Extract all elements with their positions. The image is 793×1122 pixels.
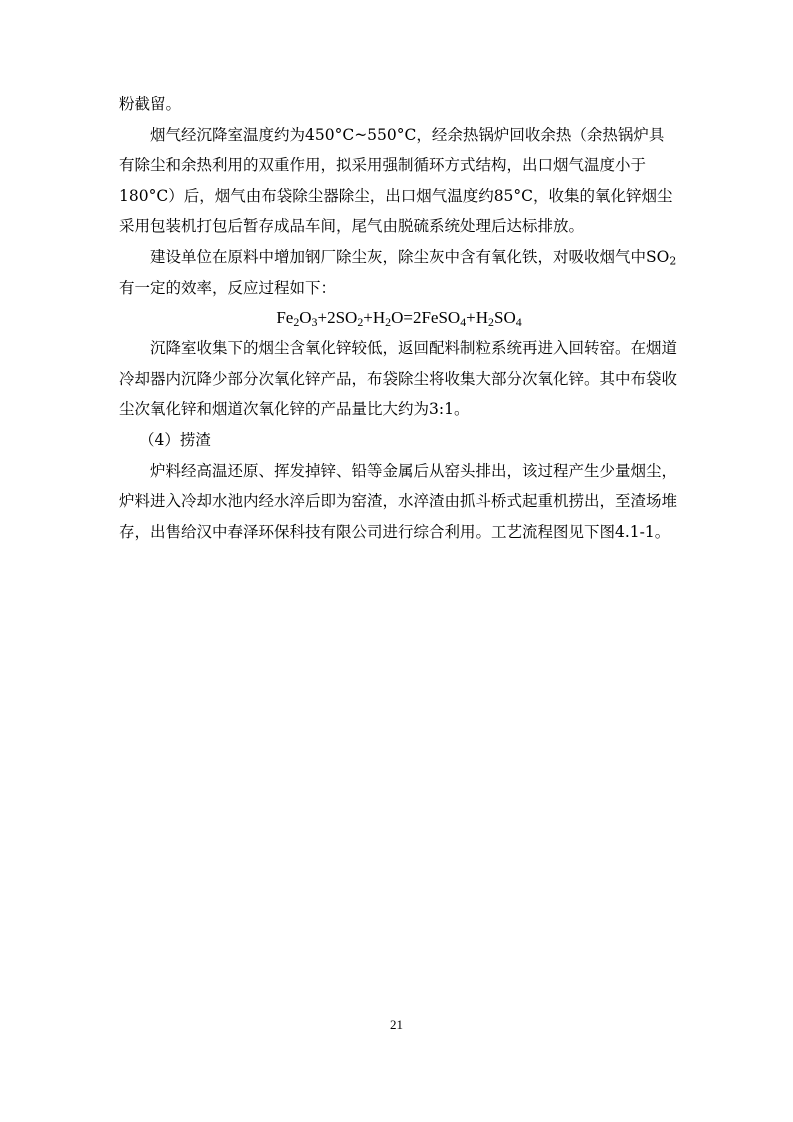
equation-text: +H <box>363 308 386 328</box>
equation-subscript: 2 <box>385 315 392 330</box>
equation-subscript: 3 <box>311 315 318 330</box>
equation-subscript: 4 <box>460 315 467 330</box>
section-heading-slag: （4）捞渣 <box>139 430 211 449</box>
equation-text: +2SO <box>317 308 358 328</box>
equation-subscript: 2 <box>488 315 494 330</box>
paragraph-settling: 沉降室收集下的烟尘含氧化锌较低，返回配料制粒系统再进入回转窑。在烟道冷却器内沉降少部分次氧化锌产品，布袋除尘将收集大部分次氧化锌。其中布袋收尘次氧化锌和烟道次氧化锌的产品量比大约为3:1。 <box>119 339 678 419</box>
paragraph-dust-ash <box>119 242 679 303</box>
paragraph-flue-gas: 烟气经沉降室温度约为450°C~550°C，经余热锅炉回收余热（余热锅炉具有除尘和余热利用的双重作用，拟采用强制循环方式结构，出口烟气温度小于180°C）后，烟气由布袋除尘器除尘，出口烟气温度约85°C，收集的氧化锌烟尘采用包装机打包后暂存成品车间，尾气由脱硫系统处理后达标排放。 <box>119 125 673 236</box>
so2-formula: $SO_2$ <box>646 247 677 268</box>
equation-text: O=2FeSO <box>391 308 461 328</box>
paragraph-continued: 粉截留。 <box>119 95 182 113</box>
equation-subscript: 4 <box>515 315 522 330</box>
equation-text: O <box>299 308 312 328</box>
equation-text: Fe <box>276 308 294 328</box>
paragraph-dust-suffix: 有一定的效率，反应过程如下： <box>119 278 337 297</box>
paragraph-slag: 炉料经高温还原、挥发掉锌、铅等金属后从窑头排出，该过程产生少量烟尘，炉料进入冷却水池内经水淬后即为窑渣，水淬渣由抓斗桥式起重机捞出，至渣场堆存，出售给汉中春泽环保科技有限公司进行综合利用。工艺流程图见下图4.1-1。 <box>119 461 678 541</box>
page-number: 21 <box>390 1017 403 1032</box>
equation-subscript: 2 <box>357 315 364 330</box>
body-text <box>119 89 679 547</box>
equation-subscript: 2 <box>293 315 300 330</box>
paragraph-dust-prefix: 建设单位在原料中增加钢厂除尘灰，除尘灰中含有氧化铁，对吸收烟气中 <box>150 247 647 266</box>
equation-text: +H <box>466 308 489 328</box>
reaction-equation <box>119 303 679 333</box>
equation-text: SO <box>494 308 516 328</box>
